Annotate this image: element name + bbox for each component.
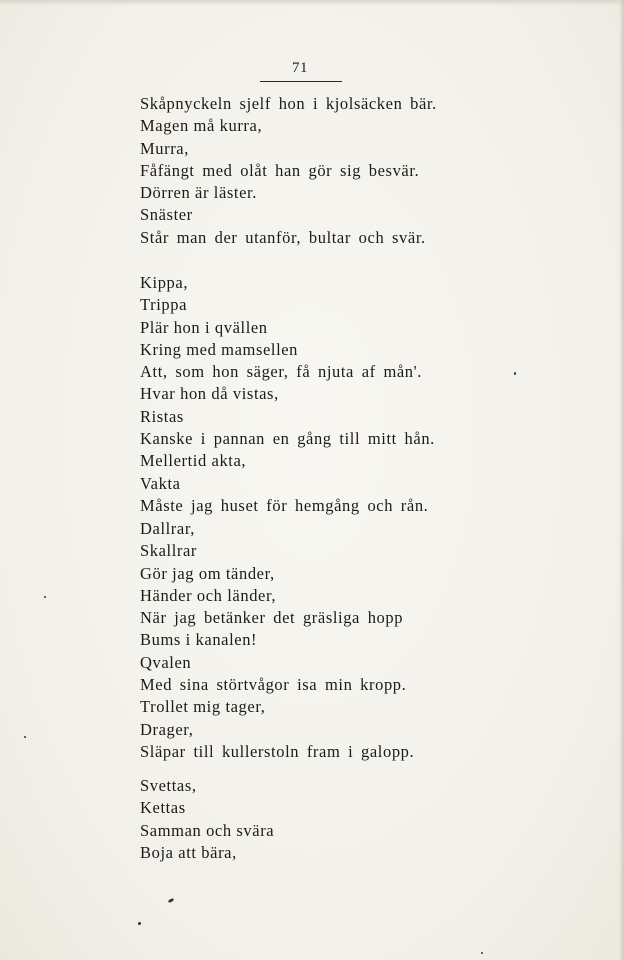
verse-line: När jag betänker det gräsliga hopp [140, 608, 404, 628]
verse-line: Dallrar, [140, 519, 195, 538]
verse-line: Kettas [140, 798, 186, 818]
verse-line: Vakta [140, 473, 181, 493]
verse-line: Släpar till kullerstoln fram i galopp. [140, 741, 415, 761]
verse-line: Qvalen [140, 652, 192, 672]
page-top-edge [0, 0, 624, 6]
verse-line: Ristas [140, 406, 184, 426]
verse-line: Kippa, [140, 273, 189, 292]
verse-line: Trollet mig tager, [140, 697, 266, 717]
verse-line: Samman och svära [140, 820, 275, 840]
verse-line: Gör jag om tänder, [140, 563, 275, 583]
verse-line: Plär hon i qvällen [140, 317, 268, 337]
page-number: 71 [292, 60, 308, 76]
ink-speck [24, 736, 26, 738]
ink-speck [481, 952, 483, 954]
verse-line: Svettas, [140, 776, 197, 795]
verse-line: Kring med mamsellen [140, 339, 299, 359]
stanza-4 [140, 775, 470, 864]
verse-line: Magen må kurra, [140, 116, 263, 136]
ink-speck [168, 898, 175, 904]
page-right-edge [619, 0, 624, 960]
stanza-1 [140, 93, 470, 249]
verse-line: Dörren är läster. [140, 183, 257, 203]
ink-speck [138, 922, 141, 925]
verse-line: Trippa [140, 295, 188, 315]
verse-line: Fåfängt med olåt han gör sig besvär. [140, 160, 420, 180]
stanza-2 [140, 272, 470, 517]
verse-line: Bums i kanalen! [140, 630, 258, 650]
ink-speck [514, 372, 516, 375]
stanza-3 [140, 518, 470, 763]
verse-line: Drager, [140, 719, 194, 739]
verse-line: Skåpnyckeln sjelf hon i kjolsäcken bär. [140, 94, 437, 113]
verse-line: Hvar hon då vistas, [140, 384, 279, 404]
verse-line: Boja att bära, [140, 842, 237, 862]
verse-line: Skallrar [140, 541, 198, 561]
verse-line: Murra, [140, 138, 189, 158]
verse-line: Måste jag huset för hemgång och rån. [140, 495, 429, 515]
verse-line: Kanske i pannan en gång till mitt hån. [140, 429, 435, 449]
ink-speck [44, 596, 46, 598]
verse-line: Händer och länder, [140, 585, 277, 605]
verse-line: Står man der utanför, bultar och svär. [140, 227, 426, 247]
verse-line: Snäster [140, 205, 193, 225]
verse-line: Mellertid akta, [140, 451, 247, 471]
verse-line: Med sina störtvågor isa min kropp. [140, 675, 407, 695]
verse-line: Att, som hon säger, få njuta af mån'. [140, 362, 422, 382]
page-number-rule [260, 81, 342, 82]
